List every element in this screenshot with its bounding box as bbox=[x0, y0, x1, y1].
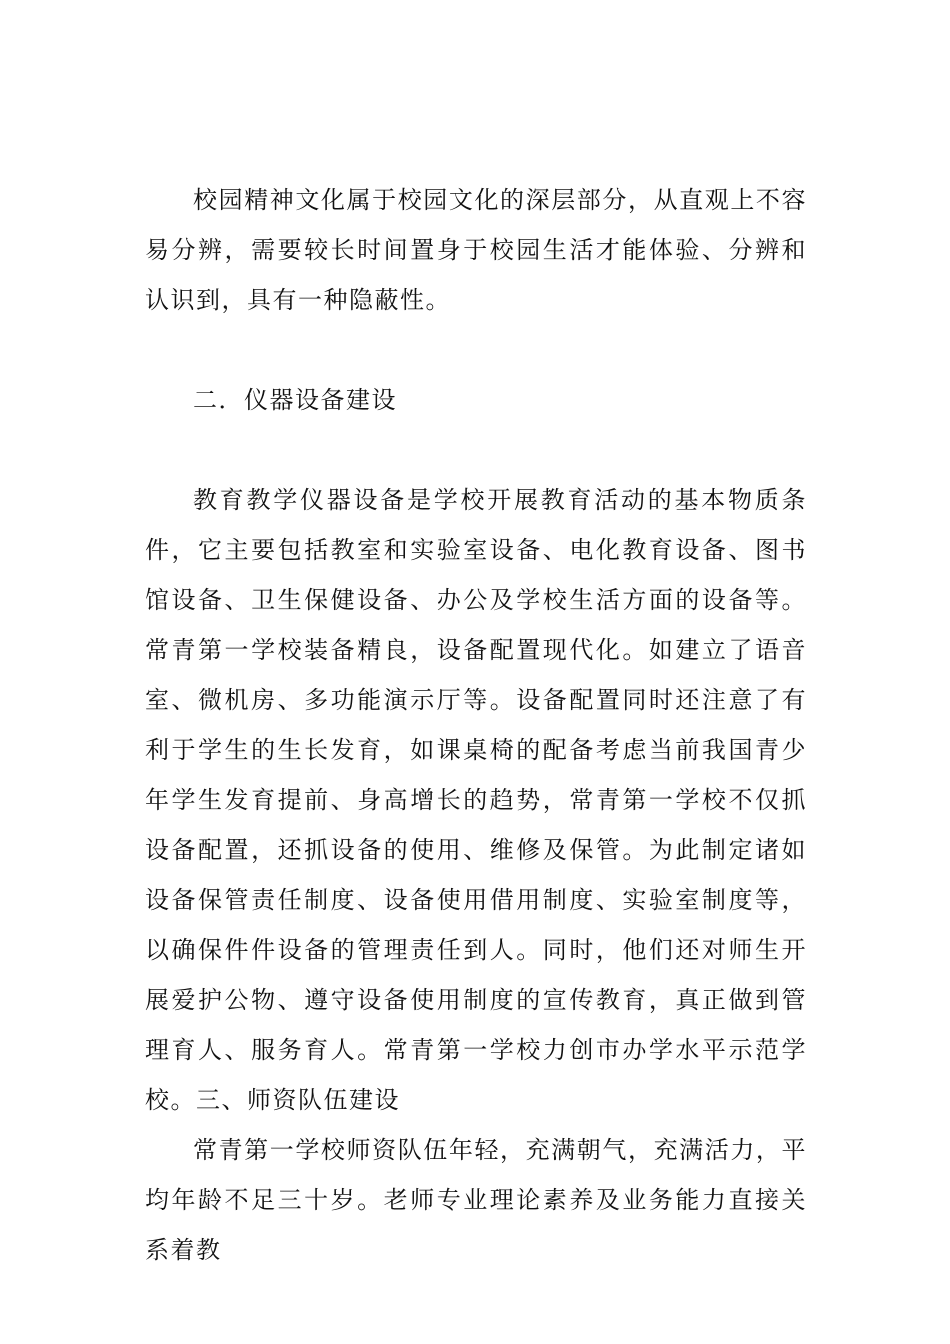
section-heading-equipment: 二．仪器设备建设 bbox=[193, 386, 397, 414]
paragraph-teaching-staff: 常青第一学校师资队伍年轻，充满朝气，充满活力，平均年龄不足三十岁。老师专业理论素养及业务能力直接关系着教 bbox=[145, 1136, 807, 1264]
paragraph-campus-spiritual-culture: 校园精神文化属于校园文化的深层部分，从直观上不容易分辨，需要较长时间置身于校园生活才能体验、分辨和认识到，具有一种隐蔽性。 bbox=[145, 186, 807, 314]
paragraph-equipment-construction: 教育教学仪器设备是学校开展教育活动的基本物质条件，它主要包括教室和实验室设备、电化教育设备、图书馆设备、卫生保健设备、办公及学校生活方面的设备等。常青第一学校装备精良，设备配置现代化。如建立了语音室、微机房、多功能演示厅等。设备配置同时还注意了有利于学生的生长发育，如课桌椅的配备考虑当前我国青少年学生发育提前、身高增长的趋势，常青第一学校不仅抓设备配置，还抓设备的使用、维修及保管。为此制定诸如设备保管责任制度、设备使用借用制度、实验室制度等，以确保件件设备的管理责任到人。同时，他们还对师生开展爱护公物、遵守设备使用制度的宣传教育，真正做到管理育人、服务育人。常青第一学校力创市办学水平示范学校。三、师资队伍建设 bbox=[145, 486, 807, 1114]
